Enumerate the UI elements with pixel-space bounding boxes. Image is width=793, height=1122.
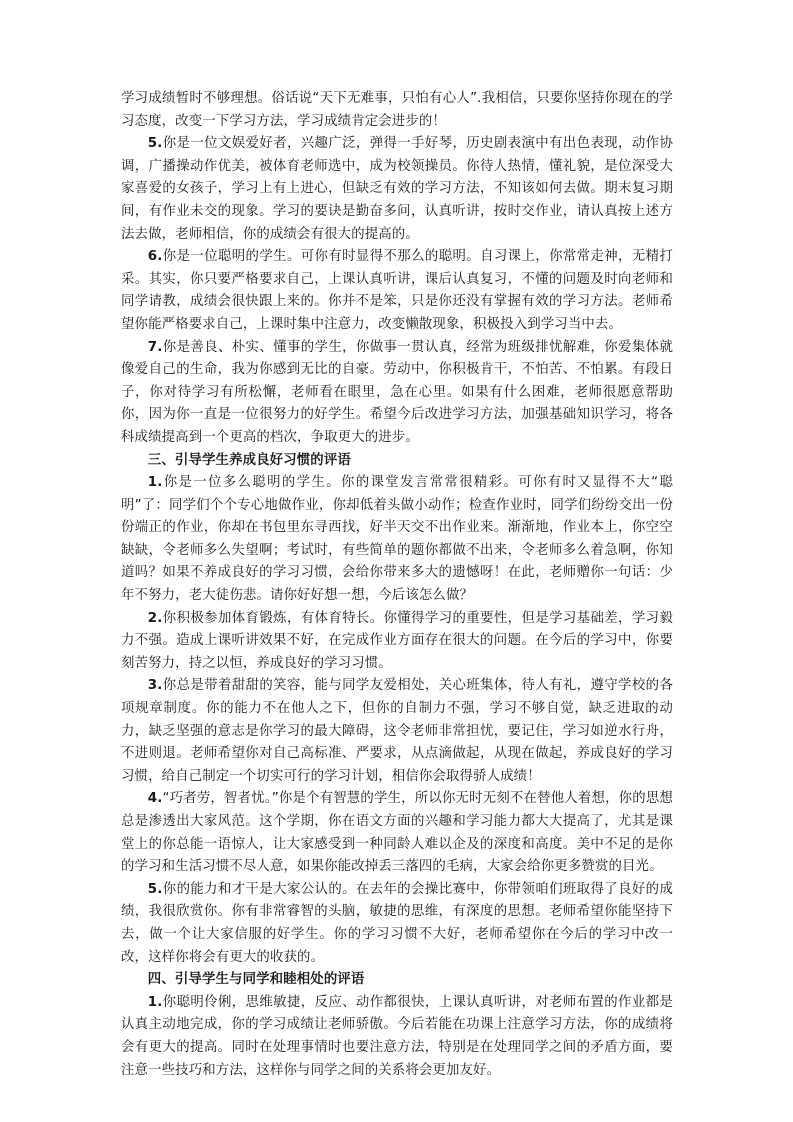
item-text: 你是善良、朴实、懂事的学生，你做事一贯认真，经常为班级排忧解难，你爱集体就像爱自己的生命，我为你感到无比的自豪。劳动中，你积极肯干，不怕苦、不怕累。有段日子，你对待学习有所松懈，老师看在眼里，急在心里。如果有什么困难，老师很愿意帮助你，因为你一直是一位很努力的好学生。希望今后改进学习方法，加强基础知识学习，将各科成绩提高到一个更高的档次，争取更大的进步。 <box>121 339 673 445</box>
comment-item <box>121 879 673 969</box>
item-number: 1. <box>147 994 163 1010</box>
item-number: 1. <box>147 475 163 491</box>
item-number: 5. <box>147 881 163 897</box>
item-text: 你是一位文娱爱好者，兴趣广泛，弹得一手好琴，历史剧表演中有出色表现，动作协调，广播操动作优美，被体育老师选中，成为校领操员。你待人热情，懂礼貌，是位深受大家喜爱的女孩子，学习上有上进心，但缺乏有效的学习方法，不知该如何去做。期末复习期间，有作业未交的现象。学习的要诀是勤奋多问，认真听讲，按时交作业，请认真按上述方法去做，老师相信，你的成绩会有很大的提高的。 <box>121 136 673 242</box>
item-number: 3. <box>147 678 163 694</box>
item-text: 你总是带着甜甜的笑容，能与同学友爱相处，关心班集体，待人有礼，遵守学校的各项规章制度。你的能力不在他人之下，但你的自制力不强，学习不够自觉，缺乏进取的动力，缺乏坚强的意志是你学习的最大障碍，这令老师非常担忧，要记住，学习如逆水行舟，不进则退。老师希望你对自己高标准、严要求，从点滴做起，从现在做起，养成良好的学习习惯，给自己制定一个切实可行的学习计划，相信你会取得骄人成绩！ <box>121 678 673 784</box>
comment-item <box>121 992 673 1082</box>
item-text: 你是一位聪明的学生。可你有时显得不那么的聪明。自习课上，你常常走神，无精打采。其实，你只要严格要求自己，上课认真听讲，课后认真复习，不懂的问题及时向老师和同学请教，成绩会很快跟上来的。你并不是笨，只是你还没有掌握有效的学习方法。老师希望你能严格要求自己，上课时集中注意力，改变懒散现象，积极投入到学习当中去。 <box>121 249 673 332</box>
item-text: 你积极参加体育锻炼，有体育特长。你懂得学习的重要性，但是学习基础差，学习毅力不强。造成上课听讲效果不好，在完成作业方面存在很大的问题。在今后的学习中，你要刻苦努力，持之以恒，养成良好的学习习惯。 <box>121 610 673 671</box>
item-number: 5. <box>147 136 163 152</box>
comment-item <box>121 133 673 246</box>
item-text: 你是一位多么聪明的学生。你的课堂发言常常很精彩。可你有时又显得不大“聪明”了：同学们个个专心地做作业，你却低着头做小动作；检查作业时，同学们纷纷交出一份份端正的作业，你却在书包里东寻西找，好半天交不出作业来。渐渐地，作业本上，你空空缺缺，令老师多么失望啊；考试时，有些简单的题你都做不出来，令老师多么着急啊，你知道吗？如果不养成良好的学习习惯，会给你带来多大的遗憾呀！在此，老师赠你一句话：少年不努力，老大徒伤悲。请你好好想一想，今后该怎么做？ <box>121 475 673 604</box>
comment-item <box>121 675 673 788</box>
section-heading: 三、引导学生养成良好习惯的评语 <box>147 452 351 468</box>
comment-item <box>121 472 673 608</box>
item-text: “巧者劳，智者忧。”你是个有智慧的学生，所以你无时无刻不在替他人着想，你的思想总是渗透出大家风范。这个学期，你在语文方面的兴趣和学习能力都大大提高了，尤其是课堂上的你总能一语惊人，让大家感受到一种同龄人难以企及的深度和高度。美中不足的是你的学习和生活习惯不尽人意，如果你能改掉丢三落四的毛病，大家会给你更多赞赏的目光。 <box>121 791 673 875</box>
paragraph-continuation: 学习成绩暂时不够理想。俗话说“天下无难事，只怕有心人”.我相信，只要你坚持你现在的学习态度，改变一下学习方法，学习成绩肯定会进步的！ <box>121 91 673 129</box>
item-number: 2. <box>147 610 163 626</box>
comment-item <box>121 246 673 336</box>
item-number: 4. <box>147 791 163 807</box>
comment-item <box>121 788 673 878</box>
comment-item <box>121 608 673 676</box>
item-number: 6. <box>147 249 163 265</box>
document-page <box>121 88 673 1082</box>
item-text: 你的能力和才干是大家公认的。在去年的会操比赛中，你带领咱们班取得了良好的成绩，我很欣赏你。你有非常睿智的头脑，敏捷的思维，有深度的思想。老师希望你能坚持下去，做一个让大家信服的好学生。你的学习习惯不大好，老师希望你在今后的学习中改一改，这样你将会有更大的收获的。 <box>121 881 673 965</box>
comment-item <box>121 337 673 450</box>
item-text: 你聪明伶俐，思维敏捷，反应、动作都很快，上课认真听讲，对老师布置的作业都是认真主动地完成，你的学习成绩让老师骄傲。今后若能在功课上注意学习方法，你的成绩将会有更大的提高。同时在处理事情时也要注意方法，特别是在处理同学之间的矛盾方面，要注意一些技巧和方法，这样你与同学之间的关系将会更加友好。 <box>121 994 673 1078</box>
item-number: 7. <box>147 339 163 355</box>
section-heading: 四、引导学生与同学和睦相处的评语 <box>147 972 365 988</box>
